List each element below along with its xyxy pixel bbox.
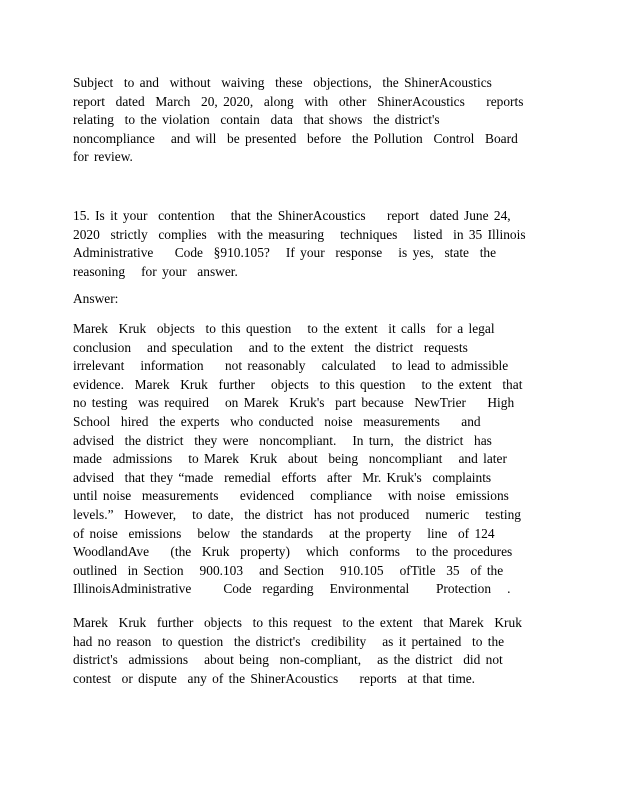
text-line: 2020 strictly complies with the measuring techniques listed in 35 Illinois [73,226,526,242]
text-line: for review. [73,149,133,165]
text-line: had no reason to question the district's credibility as it pertained to the [73,633,505,649]
text-line: district's admissions about being non-compliant, as the district did not [73,652,503,668]
text-line: noncompliance and will be presented before the Pollution Control Board [73,130,518,146]
text-line: of noise emissions below the standards at the property line of 124 [73,525,495,541]
text-line: advised the district they were noncompliant. In turn, the district has [73,432,492,448]
text-line: Administrative Code §910.105? If your response is yes, state the [73,245,497,261]
text-line: irrelevant information not reasonably calculated to lead to admissible [73,358,509,374]
answer-heading: Answer: [73,291,119,306]
text-line: outlined in Section 900.103 and Section 910.105 ofTitle 35 of the [73,562,504,578]
text-line: Marek Kruk further objects to this request to the extent that Marek Kruk [73,615,522,630]
text-line: contest or dispute any of the ShinerAcoustics reports at that time. [73,670,476,686]
text-line: School hired the experts who conducted noise measurements and [73,413,481,429]
text-line: advised that they “made remedial efforts after Mr. Kruk's complaints [73,469,492,485]
text-line: WoodlandAve (the Kruk property) which conforms to the procedures [73,544,513,560]
answer-paragraph-1 [73,320,553,599]
text-line: until noise measurements evidenced compliance with noise emissions [73,488,509,504]
text-line: evidence. Marek Kruk further objects to this question to the extent that [73,376,523,392]
objection-paragraph [73,74,553,167]
text-line: 15. Is it your contention that the ShinerAcoustics report dated June 24, [73,208,511,223]
question-15 [73,207,553,281]
text-line: Subject to and without waiving these objections, the ShinerAcoustics [73,75,492,90]
text-line: made admissions to Marek Kruk about being noncompliant and later [73,451,507,467]
text-line: levels.” However, to date, the district has not produced numeric testing [73,506,521,522]
text-line: Marek Kruk objects to this question to the extent it calls for a legal [73,321,495,336]
text-line: conclusion and speculation and to the extent the district requests [73,339,468,355]
answer-label [73,290,553,309]
text-line: relating to the violation contain data that shows the district's [73,112,440,128]
answer-paragraph-2 [73,614,553,688]
text-line: report dated March 20, 2020, along with other ShinerAcoustics reports [73,93,524,109]
text-line: no testing was required on Marek Kruk's part because NewTrier High [73,395,515,411]
text-line: IllinoisAdministrative Code regarding Environmental Protection . [73,581,511,597]
text-line: reasoning for your answer. [73,263,238,279]
